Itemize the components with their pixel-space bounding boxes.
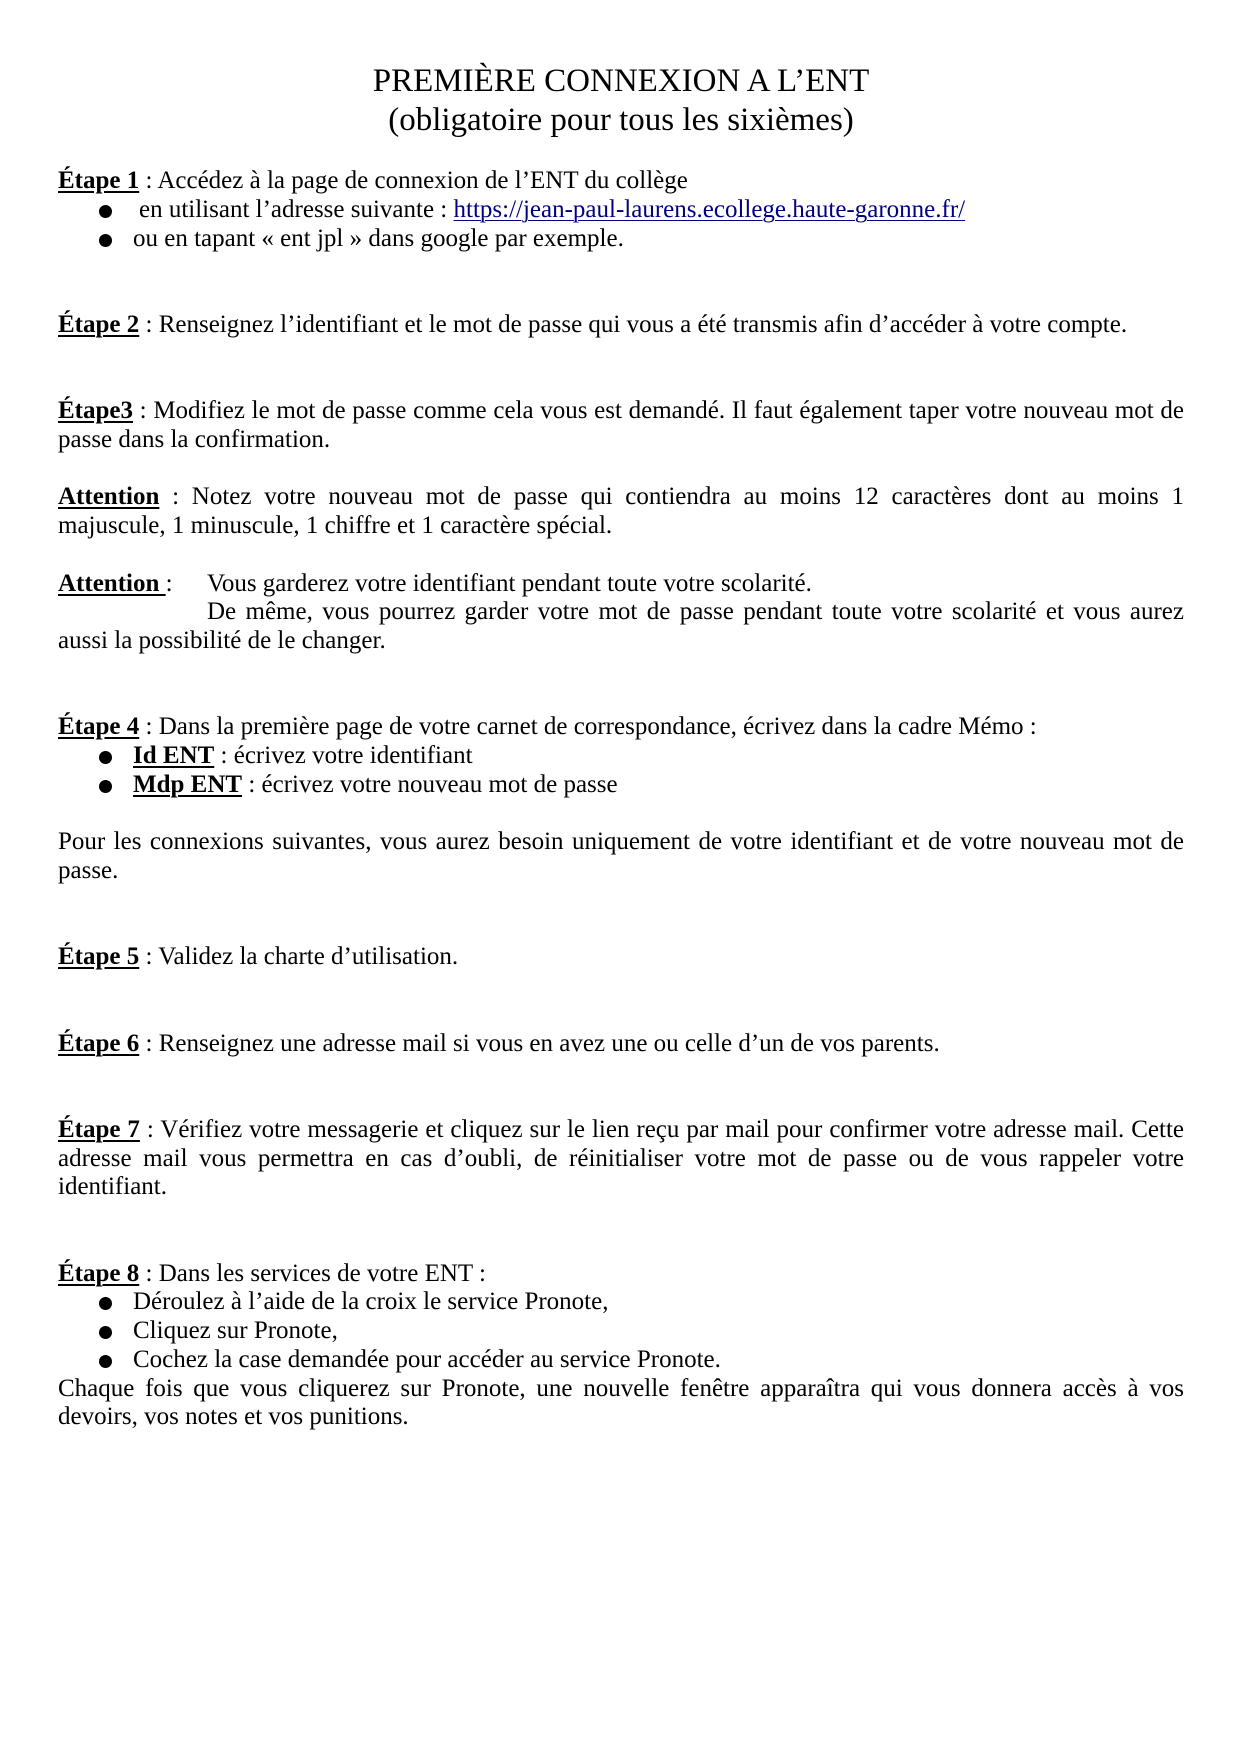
attention-label: Attention xyxy=(58,483,160,511)
bullet-text: : écrivez votre nouveau mot de passe xyxy=(242,770,618,798)
step-4-paragraph xyxy=(58,713,1184,742)
step-8-label: Étape 8 xyxy=(58,1259,140,1287)
bullet-icon xyxy=(99,1355,112,1368)
attention-tabstop xyxy=(58,570,207,599)
title-line-1: PREMIÈRE CONNEXION A L’ENT xyxy=(372,63,870,99)
step-7-text: : Vérifiez votre messagerie et cliquez sur le lien reçu par mail pour confirmer votre adresse mail. Cette adresse mail vous permettra en cas d’oubli, de réinitialiser votre mot de passe ou de vous rappeler votre identifiant. xyxy=(58,1115,1184,1201)
step-2-label: Étape 2 xyxy=(58,310,140,338)
attention-line-1: Vous garderez votre identifiant pendant toute votre scolarité. xyxy=(207,569,812,597)
step-6-text: : Renseignez une adresse mail si vous en avez une ou celle d’un de vos parents. xyxy=(139,1029,940,1057)
document-title xyxy=(58,62,1184,139)
step-4-text: : Dans la première page de votre carnet de correspondance, écrivez dans la cadre Mémo : xyxy=(139,713,1037,741)
step-1-paragraph xyxy=(58,167,1184,196)
step-4-bullet-list xyxy=(58,742,1184,800)
bullet-icon xyxy=(99,780,112,793)
bullet-label: Id ENT xyxy=(133,742,215,769)
step-5-label: Étape 5 xyxy=(58,943,140,971)
step-3-paragraph xyxy=(58,397,1184,455)
step-3-label: Étape3 xyxy=(58,397,133,424)
step-8-bullet-item xyxy=(58,1288,1184,1317)
bullet-text: Déroulez à l’aide de la croix le service Pronote, xyxy=(133,1288,609,1316)
title-subtitle: (obligatoire pour tous les sixièmes) xyxy=(388,101,854,138)
step-4-label: Étape 4 xyxy=(58,713,140,741)
bullet-text: Cochez la case demandée pour accéder au service Pronote. xyxy=(133,1345,721,1373)
ent-url-link[interactable]: https://jean-paul-laurens.ecollege.haute-garonne.fr/ xyxy=(453,195,966,223)
attention-text: : Notez votre nouveau mot de passe qui contiendra au moins 12 caractères dont au moins 1 majuscule, 1 minuscule, 1 chiffre et 1 caractère spécial. xyxy=(58,483,1184,539)
pronote-note: Chaque fois que vous cliquerez sur Pronote, une nouvelle fenêtre apparaîtra qui vous donnera accès à vos devoirs, vos notes et vos punitions. xyxy=(58,1374,1184,1431)
step-4-bullet-item-password xyxy=(58,771,1184,800)
bullet-icon xyxy=(99,1326,112,1339)
bullet-icon xyxy=(99,1297,112,1310)
step-8-bullet-list xyxy=(58,1288,1184,1374)
bullet-icon xyxy=(99,234,112,247)
step-7-label: Étape 7 xyxy=(58,1115,140,1143)
step-5-paragraph xyxy=(58,943,1184,972)
step-1-bullet-item-search xyxy=(58,225,1184,254)
bullet-text: Cliquez sur Pronote, xyxy=(133,1317,338,1344)
step-3-text: : Modifiez le mot de passe comme cela vous est demandé. Il faut également taper votre nouveau mot de passe dans la confirmation. xyxy=(58,397,1184,453)
step-8-paragraph xyxy=(58,1260,1184,1289)
step-1-text: : Accédez à la page de connexion de l’ENT du collège xyxy=(139,167,688,194)
step-8-bullet-item xyxy=(58,1317,1184,1346)
step-4-bullet-item-id xyxy=(58,742,1184,771)
attention-label: Attention xyxy=(58,569,166,597)
bullet-icon xyxy=(99,205,112,218)
step-5-text: : Validez la charte d’utilisation. xyxy=(139,943,459,971)
attention-identifier-paragraph xyxy=(58,570,1184,599)
bullet-text: ou en tapant « ent jpl » dans google par exemple. xyxy=(133,224,624,252)
step-2-paragraph xyxy=(58,311,1184,340)
step-6-label: Étape 6 xyxy=(58,1029,140,1057)
step-6-paragraph xyxy=(58,1030,1184,1059)
bullet-text: en utilisant l’adresse suivante : xyxy=(139,195,454,223)
attention-colon: : xyxy=(165,569,173,597)
step-1-bullet-item-address xyxy=(58,196,1184,225)
bullet-icon xyxy=(99,751,112,764)
step-7-paragraph xyxy=(58,1116,1184,1202)
step-1-label: Étape 1 xyxy=(58,167,140,194)
step-8-bullet-item xyxy=(58,1346,1184,1375)
step-2-text: : Renseignez l’identifiant et le mot de passe qui vous a été transmis afin d’accéder à votre compte. xyxy=(139,310,1128,338)
document-body xyxy=(58,167,1184,1432)
attention-password-paragraph xyxy=(58,483,1184,541)
bullet-label: Mdp ENT xyxy=(133,770,243,798)
bullet-text: : écrivez votre identifiant xyxy=(214,742,473,769)
step-8-text: : Dans les services de votre ENT : xyxy=(139,1259,486,1287)
connexions-note: Pour les connexions suivantes, vous aurez besoin uniquement de votre identifiant et de votre nouveau mot de passe. xyxy=(58,828,1184,884)
attention-continuation-paragraph: De même, vous pourrez garder votre mot de passe pendant toute votre scolarité et vous aurez aussi la possibilité de le changer. xyxy=(58,598,1184,654)
step-1-bullet-list xyxy=(58,196,1184,254)
